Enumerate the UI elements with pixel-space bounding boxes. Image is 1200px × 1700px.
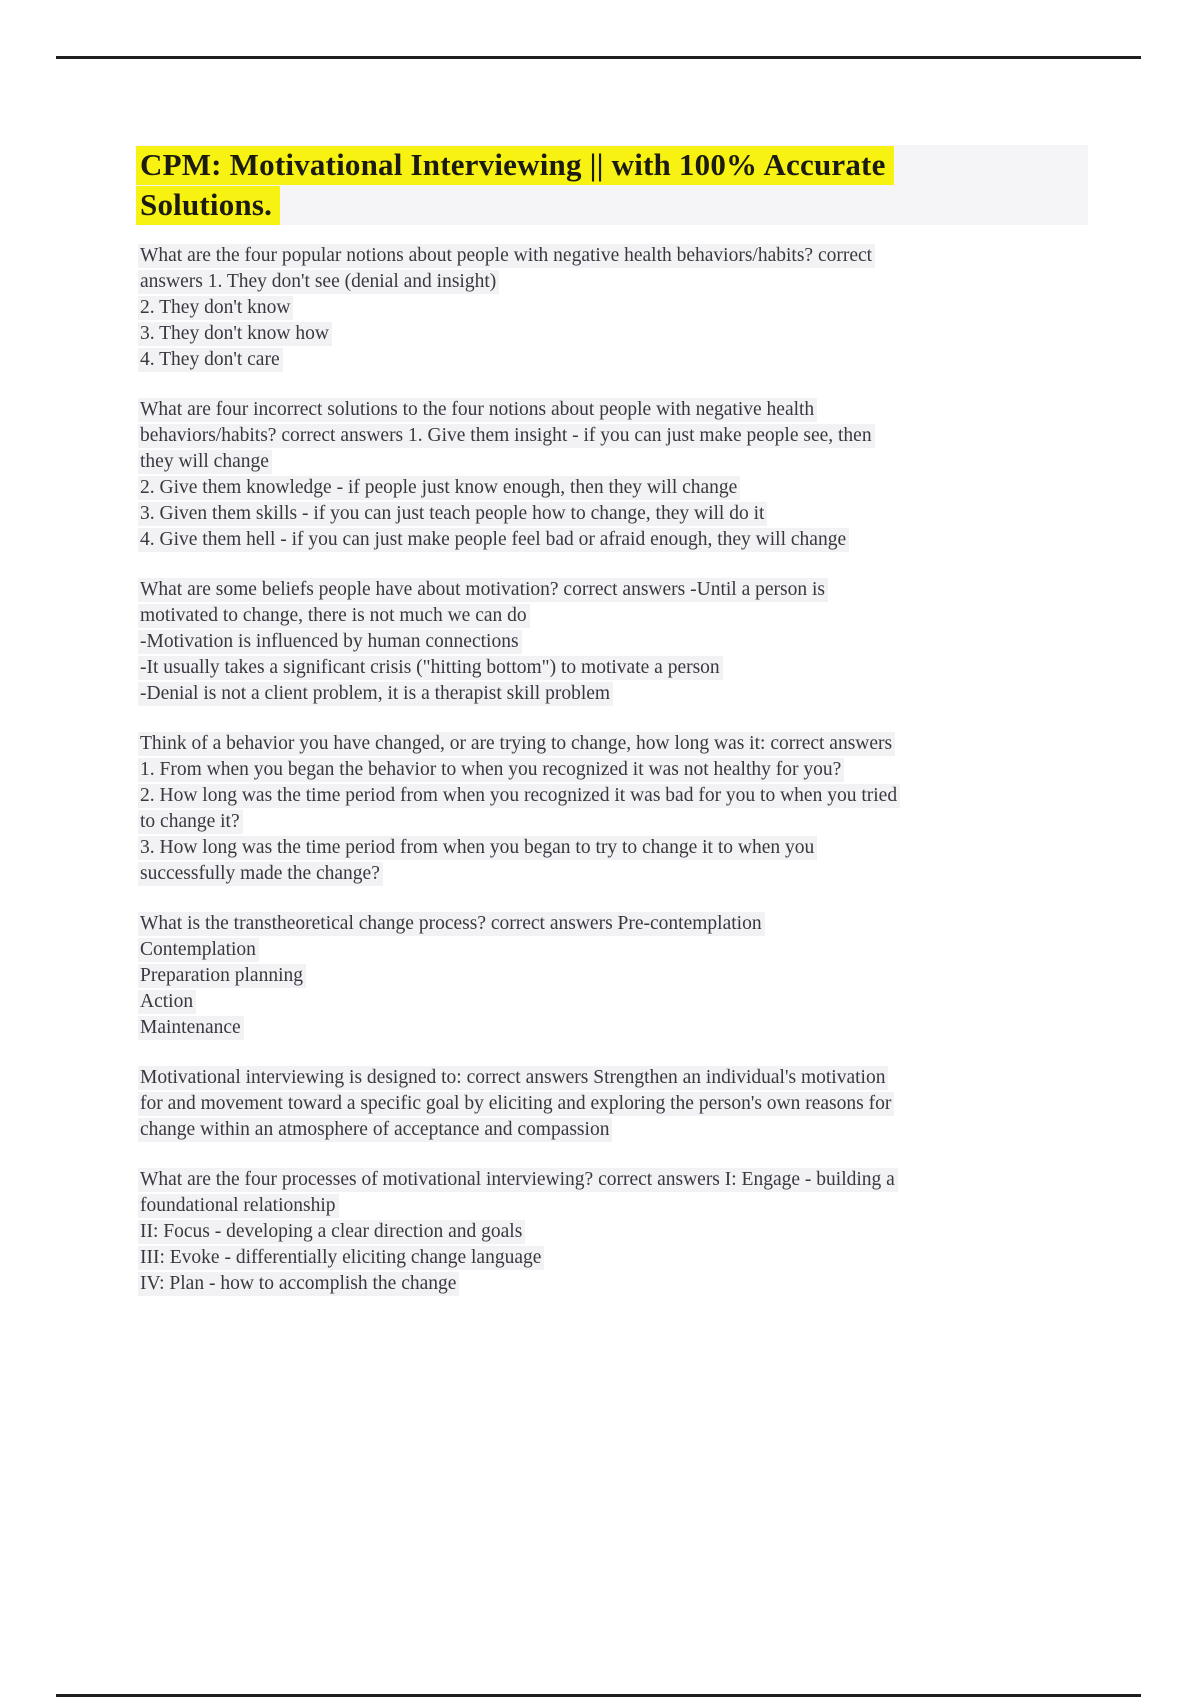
qa-paragraph bbox=[140, 731, 1150, 887]
qa-paragraph bbox=[140, 397, 1150, 553]
text-line-content: What are some beliefs people have about motivation? correct answers -Until a person is bbox=[138, 578, 828, 602]
text-line bbox=[140, 835, 1150, 861]
text-line bbox=[140, 347, 1150, 373]
document-title bbox=[136, 145, 1088, 225]
text-line bbox=[140, 757, 1150, 783]
text-line bbox=[140, 1193, 1150, 1219]
text-line-content: What is the transtheoretical change process? correct answers Pre-contemplation bbox=[138, 912, 765, 936]
text-line bbox=[140, 783, 1150, 809]
text-line bbox=[140, 1015, 1150, 1041]
text-line bbox=[140, 809, 1150, 835]
text-line-content: they will change bbox=[138, 450, 272, 474]
text-line-content: behaviors/habits? correct answers 1. Give them insight - if you can just make people see, then bbox=[138, 424, 875, 448]
text-line-content: answers 1. They don't see (denial and insight) bbox=[138, 270, 499, 294]
text-line bbox=[140, 1091, 1150, 1117]
text-line-content: motivated to change, there is not much we can do bbox=[138, 604, 530, 628]
text-line-content: Preparation planning bbox=[138, 964, 306, 988]
qa-paragraph bbox=[140, 1167, 1150, 1297]
text-line-content: Think of a behavior you have changed, or are trying to change, how long was it: correct answers bbox=[138, 732, 895, 756]
document-content bbox=[140, 145, 1150, 1321]
text-line bbox=[140, 629, 1150, 655]
text-line bbox=[140, 501, 1150, 527]
yellow-highlight: CPM: Motivational Interviewing || with 100% Accurate bbox=[136, 146, 894, 185]
text-line bbox=[140, 681, 1150, 707]
qa-paragraph bbox=[140, 1065, 1150, 1143]
text-line bbox=[140, 963, 1150, 989]
text-line-content: -Motivation is influenced by human connections bbox=[138, 630, 522, 654]
text-line bbox=[140, 911, 1150, 937]
text-line bbox=[140, 449, 1150, 475]
text-line-content: foundational relationship bbox=[138, 1194, 339, 1218]
text-line-content: 4. Give them hell - if you can just make people feel bad or afraid enough, they will change bbox=[138, 528, 849, 552]
text-line bbox=[140, 989, 1150, 1015]
text-line-content: II: Focus - developing a clear direction and goals bbox=[138, 1220, 525, 1244]
text-line bbox=[140, 861, 1150, 887]
title-line bbox=[136, 145, 1088, 185]
text-line bbox=[140, 321, 1150, 347]
text-line-content: 3. How long was the time period from when you began to try to change it to when you bbox=[138, 836, 817, 860]
text-line-content: -It usually takes a significant crisis ("hitting bottom") to motivate a person bbox=[138, 656, 723, 680]
text-line-content: What are the four processes of motivational interviewing? correct answers I: Engage - building a bbox=[138, 1168, 898, 1192]
text-line-content: What are four incorrect solutions to the four notions about people with negative health bbox=[138, 398, 817, 422]
text-line-content: for and movement toward a specific goal by eliciting and exploring the person's own reasons for bbox=[138, 1092, 894, 1116]
qa-paragraph bbox=[140, 911, 1150, 1041]
qa-paragraph bbox=[140, 577, 1150, 707]
text-line-content: 1. From when you began the behavior to when you recognized it was not healthy for you? bbox=[138, 758, 844, 782]
title-line bbox=[136, 185, 1088, 225]
text-line-content: 3. Given them skills - if you can just teach people how to change, they will do it bbox=[138, 502, 767, 526]
text-line bbox=[140, 731, 1150, 757]
text-line bbox=[140, 295, 1150, 321]
text-line bbox=[140, 577, 1150, 603]
text-line bbox=[140, 423, 1150, 449]
text-line bbox=[140, 655, 1150, 681]
text-line bbox=[140, 269, 1150, 295]
text-line bbox=[140, 603, 1150, 629]
text-line-content: What are the four popular notions about people with negative health behaviors/habits? correct bbox=[138, 244, 875, 268]
text-line bbox=[140, 1065, 1150, 1091]
text-line bbox=[140, 527, 1150, 553]
text-line-content: 4. They don't care bbox=[138, 348, 283, 372]
text-line bbox=[140, 1245, 1150, 1271]
text-line bbox=[140, 243, 1150, 269]
text-line bbox=[140, 937, 1150, 963]
text-line bbox=[140, 397, 1150, 423]
text-line-content: 3. They don't know how bbox=[138, 322, 332, 346]
text-line-content: Action bbox=[138, 990, 196, 1014]
text-line-content: III: Evoke - differentially eliciting change language bbox=[138, 1246, 544, 1270]
text-line bbox=[140, 1117, 1150, 1143]
text-line-content: -Denial is not a client problem, it is a therapist skill problem bbox=[138, 682, 613, 706]
text-line-content: Maintenance bbox=[138, 1016, 244, 1040]
bottom-divider bbox=[56, 1694, 1141, 1697]
yellow-highlight: Solutions. bbox=[136, 186, 280, 225]
document-body bbox=[140, 243, 1150, 1297]
text-line bbox=[140, 1271, 1150, 1297]
text-line-content: 2. They don't know bbox=[138, 296, 293, 320]
text-line-content: to change it? bbox=[138, 810, 243, 834]
top-divider bbox=[56, 56, 1141, 59]
text-line-content: successfully made the change? bbox=[138, 862, 383, 886]
text-line-content: Motivational interviewing is designed to: correct answers Strengthen an individual's motivation bbox=[138, 1066, 888, 1090]
text-line-content: 2. Give them knowledge - if people just know enough, then they will change bbox=[138, 476, 740, 500]
qa-paragraph bbox=[140, 243, 1150, 373]
text-line bbox=[140, 1167, 1150, 1193]
text-line-content: change within an atmosphere of acceptance and compassion bbox=[138, 1118, 612, 1142]
text-line bbox=[140, 475, 1150, 501]
text-line bbox=[140, 1219, 1150, 1245]
text-line-content: 2. How long was the time period from when you recognized it was bad for you to when you tried bbox=[138, 784, 900, 808]
text-line-content: Contemplation bbox=[138, 938, 259, 962]
text-line-content: IV: Plan - how to accomplish the change bbox=[138, 1272, 459, 1296]
